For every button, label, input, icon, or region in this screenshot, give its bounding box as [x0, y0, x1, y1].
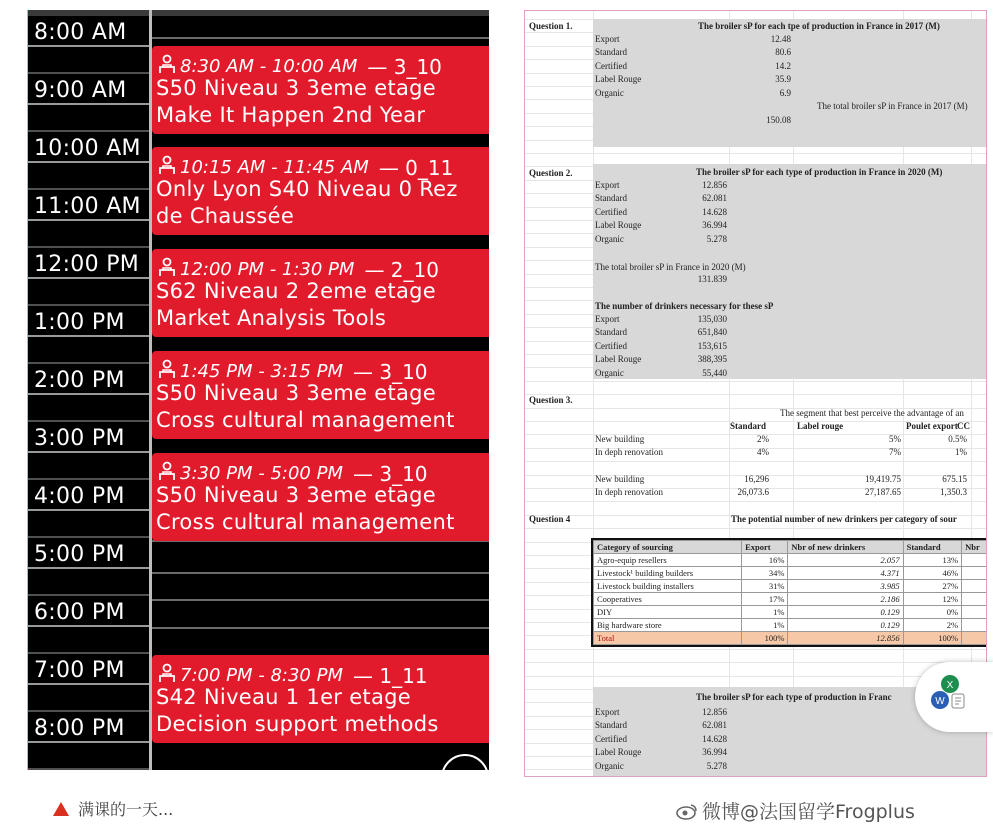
time-row-divider [28, 625, 149, 627]
row-label: Organic [595, 87, 624, 98]
time-row-divider [28, 362, 149, 364]
q3-cell: 16,296 [744, 474, 769, 484]
q4-cell: 1% [742, 619, 788, 632]
q4-cell: 3.985 [788, 580, 903, 593]
weibo-logo-icon [676, 802, 698, 820]
q4-row [594, 619, 988, 632]
q3-row-label: New building [595, 474, 645, 484]
q3-cell: 5% [889, 434, 901, 444]
warning-triangle-icon [52, 801, 70, 817]
time-row-divider [28, 768, 149, 770]
time-row-divider [28, 536, 149, 538]
q4-cell: 17% [742, 593, 788, 606]
office-apps-icon [915, 662, 993, 732]
calendar-view [27, 10, 489, 770]
grid-line [525, 381, 986, 382]
q3-cell: 26,073.6 [737, 487, 769, 498]
event-room: S50 Niveau 3 3eme etage [156, 381, 437, 405]
time-label: 9:00 AM [34, 78, 127, 103]
row-label: Label Rouge [595, 747, 642, 758]
q3-header: Standard [730, 421, 767, 431]
time-row-divider [28, 188, 149, 190]
row-value: 36.994 [702, 220, 727, 231]
event-group: — 1_11 [353, 663, 428, 688]
grid-line [525, 153, 986, 154]
time-row-divider [28, 683, 149, 685]
q5-title: The broiler sP for each type of production in Franc [696, 692, 892, 702]
time-row-divider [28, 567, 149, 569]
grid-line [525, 528, 986, 529]
row-label: Label Rouge [595, 220, 642, 231]
q4-header-cell: Nbr [962, 541, 987, 554]
event-room: S62 Niveau 2 2eme etage [156, 279, 437, 303]
row-label: Export [595, 707, 620, 717]
q3-cell: 4% [757, 447, 769, 458]
time-row-divider [28, 219, 149, 221]
row-value: 12.48 [770, 34, 791, 44]
row-value: 5.278 [706, 233, 727, 244]
q4-cell: 0% [903, 606, 962, 619]
grid-line [525, 461, 986, 462]
row-value: 14.628 [702, 206, 727, 217]
caption-left [52, 797, 173, 820]
q4-row [594, 554, 988, 567]
q3-cell: 7% [889, 447, 901, 458]
event-time: 8:30 AM - 10:00 AM [180, 56, 358, 77]
q3-header: Poulet export [906, 421, 958, 431]
q4-cell: 13% [903, 554, 962, 567]
q3-row-label: New building [595, 434, 645, 444]
q4-row [594, 580, 988, 593]
event-time: 12:00 PM - 1:30 PM [180, 259, 355, 280]
time-row-divider [28, 478, 149, 480]
row-label: Export [595, 34, 620, 44]
q4-cell: Livestock¹ building builders [594, 567, 742, 580]
q4-cell: 1% [742, 606, 788, 619]
q4-cell [962, 554, 987, 567]
q4-cell: 27% [903, 580, 962, 593]
event-time: 1:45 PM - 3:15 PM [180, 361, 343, 382]
q3-cell: 0.5% [948, 434, 967, 444]
slot-divider [152, 627, 489, 629]
q4-cell [962, 632, 987, 645]
q4-header-cell: Category of sourcing [594, 541, 742, 554]
time-row-divider [28, 161, 149, 163]
q4-cell: 2.057 [788, 554, 903, 567]
q1-title: The broiler sP for each tpe of production in France in 2017 (M) [698, 21, 940, 31]
q3-cell: 1% [955, 447, 967, 458]
row-value: 12.856 [702, 707, 727, 717]
q4-cell: Agro-equip resellers [594, 554, 742, 567]
calendar-event[interactable] [152, 46, 489, 134]
event-group: — 0_11 [378, 155, 454, 180]
q4-header-cell: Export [742, 541, 788, 554]
time-label: 11:00 AM [34, 194, 141, 219]
q2-drinkers-title: The number of drinkers necessary for these sP [595, 301, 774, 311]
q4-header-cell: Nbr of new drinkers [788, 541, 903, 554]
q4-cell: 31% [742, 580, 788, 593]
q4-cell: 16% [742, 554, 788, 567]
row-label: Standard [595, 327, 627, 338]
q4-header-cell: Standard [903, 541, 962, 554]
row-value: 62.081 [702, 193, 727, 204]
time-row-divider [28, 246, 149, 248]
row-value: 651,840 [697, 327, 727, 338]
q4-cell: 12% [903, 593, 962, 606]
q4-cell [962, 593, 987, 606]
time-label: 1:00 PM [34, 310, 125, 335]
row-value: 388,395 [697, 354, 727, 365]
grid-line [525, 394, 986, 395]
event-course: Cross cultural management [156, 510, 455, 534]
time-row-divider [28, 420, 149, 422]
q1-label: Question 1. [529, 21, 573, 31]
q3-cell: 19,419.75 [865, 474, 901, 484]
calendar-event[interactable] [152, 147, 489, 235]
row-label: Standard [595, 720, 627, 731]
time-label: 8:00 AM [34, 20, 127, 45]
calendar-top-bar [28, 10, 489, 16]
q3-title: The segment that best perceive the advantage of an [780, 408, 964, 418]
q4-cell: 2.186 [788, 593, 903, 606]
q4-cell: 0.129 [788, 619, 903, 632]
row-label: Organic [595, 760, 624, 771]
time-label: 8:00 PM [34, 716, 125, 741]
event-group: — 3_10 [353, 359, 428, 384]
row-value: 153,615 [697, 340, 727, 351]
time-row-divider [28, 72, 149, 74]
grid-line [525, 649, 986, 650]
q4-cell: 100% [903, 632, 962, 645]
row-value: 14.2 [775, 60, 791, 71]
event-group: — 3_10 [353, 461, 428, 486]
event-time: 10:15 AM - 11:45 AM [180, 157, 369, 178]
row-value: 35.9 [775, 74, 791, 85]
event-room: Only Lyon S40 Niveau 0 Rez [156, 177, 458, 201]
row-value: 14.628 [702, 733, 727, 744]
q4-cell: 100% [742, 632, 788, 645]
time-row-divider [28, 335, 149, 337]
q4-title: The potential number of new drinkers per category of sour [731, 514, 957, 524]
event-course: Cross cultural management [156, 408, 455, 432]
event-group: — 2_10 [364, 257, 439, 282]
slot-divider [152, 599, 489, 601]
row-label: Certified [595, 60, 627, 71]
q3-row-label: In deph renovation [595, 447, 663, 458]
q4-cell: Livestock building installers [594, 580, 742, 593]
event-room: S50 Niveau 3 3eme etage [156, 76, 437, 100]
event-group: — 3_10 [367, 54, 442, 79]
q2-total: 131.839 [697, 274, 727, 284]
event-course: Decision support methods [156, 712, 439, 736]
q4-cell [962, 606, 987, 619]
row-value: 55,440 [702, 367, 727, 378]
row-label: Export [595, 180, 620, 190]
q4-cell: Cooperatives [594, 593, 742, 606]
q3-header: Label rouge [797, 421, 844, 431]
time-row-divider [28, 45, 149, 47]
calendar-event[interactable] [152, 249, 489, 337]
row-label: Certified [595, 206, 627, 217]
row-value: 62.081 [702, 720, 727, 731]
q4-cell: Total [594, 632, 742, 645]
time-label: 5:00 PM [34, 542, 125, 567]
slot-divider [152, 572, 489, 574]
q4-cell [962, 580, 987, 593]
q3-cell: 1,350.3 [940, 487, 967, 498]
row-label: Certified [595, 733, 627, 744]
slot-divider [152, 37, 489, 39]
event-room: S42 Niveau 1 1er etage [156, 685, 411, 709]
time-row-divider [28, 393, 149, 395]
q4-cell: 4.371 [788, 567, 903, 580]
q4-cell: Big hardware store [594, 619, 742, 632]
q4-cell: 12.856 [788, 632, 903, 645]
time-label: 2:00 PM [34, 368, 125, 393]
time-label: 4:00 PM [34, 484, 125, 509]
time-label: 7:00 PM [34, 658, 125, 683]
row-label: Label Rouge [595, 74, 642, 85]
row-value: 135,030 [697, 314, 727, 324]
time-row-divider [28, 710, 149, 712]
row-value: 6.9 [779, 87, 791, 98]
time-row-divider [28, 509, 149, 511]
q4-cell: DIY [594, 606, 742, 619]
time-label: 6:00 PM [34, 600, 125, 625]
row-label: Organic [595, 233, 624, 244]
time-label: 3:00 PM [34, 426, 125, 451]
q2-label: Question 2. [529, 168, 573, 178]
q4-table [591, 538, 987, 647]
row-value: 80.6 [775, 47, 791, 58]
q4-label: Question 4 [529, 514, 571, 524]
row-label: Certified [595, 340, 627, 351]
q4-row [594, 567, 988, 580]
q2-title: The broiler sP for each type of production in France in 2020 (M) [696, 167, 943, 177]
event-course: Market Analysis Tools [156, 306, 387, 330]
event-time: 3:30 PM - 5:00 PM [180, 463, 343, 484]
time-row-divider [28, 451, 149, 453]
q1-total: 150.08 [766, 115, 791, 125]
row-value: 36.994 [702, 747, 727, 758]
time-row-divider [28, 304, 149, 306]
q1-total-label: The total broiler sP in France in 2017 (M) [817, 101, 968, 111]
add-event-button[interactable] [441, 754, 489, 770]
q3-label: Question 3. [529, 395, 573, 405]
q4-cell [962, 619, 987, 632]
row-value: 5.278 [706, 760, 727, 771]
q4-row [594, 593, 988, 606]
time-row-divider [28, 741, 149, 743]
q4-cell [962, 567, 987, 580]
row-value: 12.856 [702, 180, 727, 190]
q4-cell: 34% [742, 567, 788, 580]
time-label: 12:00 PM [34, 252, 140, 277]
grid-line [525, 501, 986, 502]
row-label: Standard [595, 47, 627, 58]
event-course: de Chaussée [156, 204, 295, 228]
q4-cell: 2% [903, 619, 962, 632]
row-label: Standard [595, 193, 627, 204]
row-label: Export [595, 314, 620, 324]
caption-right [676, 797, 915, 824]
svg-text:W: W [935, 696, 945, 707]
q3-header: CC [957, 421, 970, 431]
time-row-divider [28, 277, 149, 279]
calendar-event[interactable] [152, 351, 489, 439]
time-row-divider [28, 103, 149, 105]
q4-cell: 0.129 [788, 606, 903, 619]
floating-app-badge[interactable] [915, 662, 993, 732]
time-row-divider [28, 594, 149, 596]
row-label: Organic [595, 367, 624, 378]
time-label: 10:00 AM [34, 136, 141, 161]
event-course: Make It Happen 2nd Year [156, 103, 426, 127]
q4-row [594, 606, 988, 619]
q4-total-row [594, 632, 988, 645]
time-row-divider [28, 130, 149, 132]
q3-cell: 2% [757, 434, 769, 444]
calendar-event[interactable] [152, 453, 489, 541]
q4-header-row [594, 541, 988, 554]
row-label: Label Rouge [595, 354, 642, 365]
q2-total-label: The total broiler sP in France in 2020 (M) [595, 262, 746, 272]
event-time: 7:00 PM - 8:30 PM [180, 665, 343, 686]
q4-cell: 46% [903, 567, 962, 580]
q3-row-label: In deph renovation [595, 487, 663, 498]
caption-right-text: 微博@法国留学Frogplus [702, 801, 915, 823]
event-room: S50 Niveau 3 3eme etage [156, 483, 437, 507]
calendar-event[interactable] [152, 655, 489, 743]
caption-left-text: 满课的一天... [78, 800, 174, 819]
svg-text:X: X [946, 680, 954, 691]
q3-cell: 27,187.65 [865, 487, 901, 498]
q3-cell: 675.15 [942, 474, 967, 484]
time-row-divider [28, 652, 149, 654]
